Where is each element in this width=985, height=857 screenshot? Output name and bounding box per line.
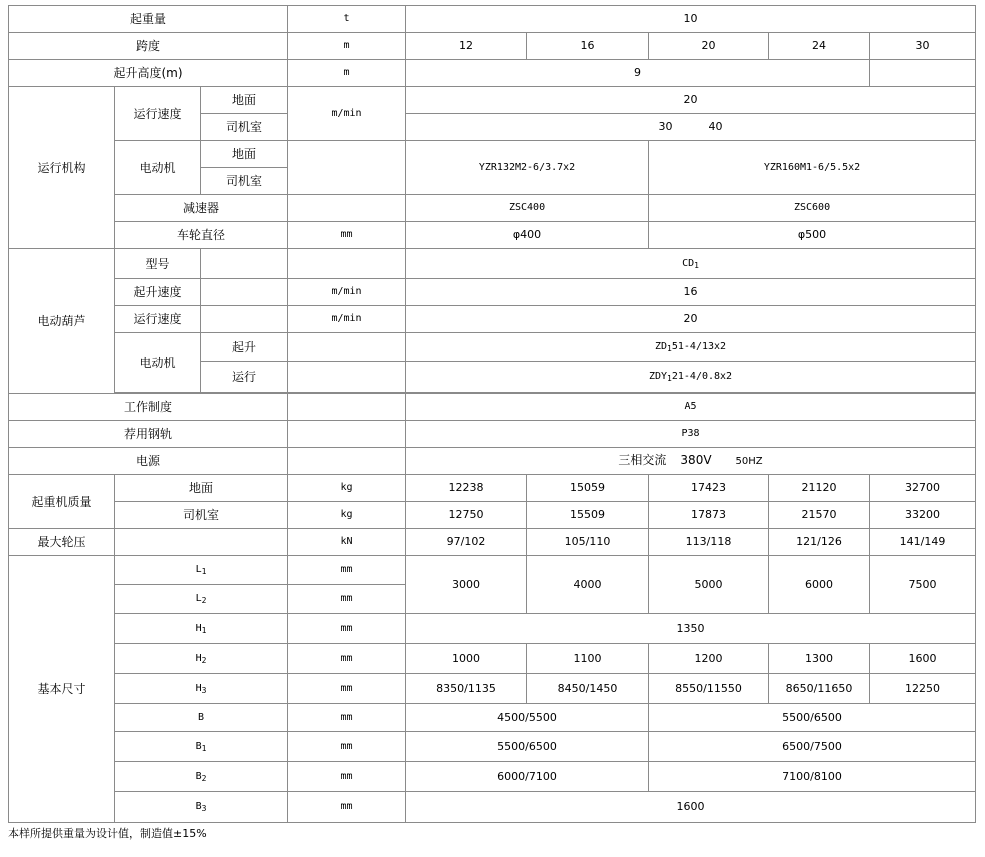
- row-dim-L1: [9, 556, 976, 585]
- unit-wheel-diameter: mm: [288, 222, 406, 249]
- dim-L-value: 6000: [769, 556, 870, 614]
- unit-lifting-capacity: t: [288, 6, 406, 33]
- wheel-load-value: 97/102: [406, 529, 527, 556]
- row-lifting-capacity: [9, 6, 976, 33]
- row-max-wheel-load: [9, 529, 976, 556]
- label-power: 电源: [9, 448, 288, 475]
- dim-H2-value: 1300: [769, 644, 870, 674]
- row-span: [9, 33, 976, 60]
- value-hoist-motor-lift: $ZD_151-4/13x2$: [406, 333, 976, 362]
- span-value: 16: [527, 33, 649, 60]
- unit-dimensions: mm: [288, 762, 406, 792]
- row-power: [9, 448, 976, 475]
- unit-dimensions: mm: [288, 614, 406, 644]
- dim-symbol-H1: $H_1$: [115, 614, 288, 644]
- label-ground: 地面: [115, 475, 288, 502]
- value-lifting-capacity: 10: [406, 6, 976, 33]
- row-travel-motor-ground: [9, 141, 976, 168]
- dim-symbol-B1: $B_1$: [115, 732, 288, 762]
- dim-B1-value-a: 5500/6500: [406, 732, 649, 762]
- row-dim-H3: [9, 674, 976, 704]
- mass-cab-value: 12750: [406, 502, 527, 529]
- label-rail: 荐用钢轨: [9, 421, 288, 448]
- dim-B-value-b: 5500/6500: [649, 704, 976, 732]
- unit-hoist-travel-speed: m/min: [288, 306, 406, 333]
- unit-dimensions: mm: [288, 556, 406, 585]
- empty-cell: [288, 141, 406, 195]
- row-mass-ground: [9, 475, 976, 502]
- dim-H2-value: 1200: [649, 644, 769, 674]
- empty-cell: [115, 529, 288, 556]
- value-reducer-b: ZSC600: [649, 195, 976, 222]
- value-duty: A5: [406, 394, 976, 421]
- value-wheel-diameter-a: φ400: [406, 222, 649, 249]
- dim-H3-value: 8350/1135: [406, 674, 527, 704]
- empty-cell: [288, 195, 406, 222]
- unit-dimensions: mm: [288, 585, 406, 614]
- row-mass-cab: [9, 502, 976, 529]
- row-dim-H2: [9, 644, 976, 674]
- dim-H2-value: 1600: [870, 644, 976, 674]
- empty-cell: [288, 249, 406, 279]
- dim-H3-value: 8450/1450: [527, 674, 649, 704]
- mass-ground-value: 15059: [527, 475, 649, 502]
- wheel-load-value: 141/149: [870, 529, 976, 556]
- label-travel-mechanism: 运行机构: [9, 87, 115, 249]
- label-ground: 地面: [201, 87, 288, 114]
- mass-ground-value: 21120: [769, 475, 870, 502]
- dim-symbol-L1: $L_1$: [115, 556, 288, 585]
- value-hoist-motor-travel: $ZDY_121-4/0.8x2$: [406, 362, 976, 393]
- wheel-load-value: 113/118: [649, 529, 769, 556]
- span-value: 24: [769, 33, 870, 60]
- empty-cell: [201, 249, 288, 279]
- label-cab: 司机室: [115, 502, 288, 529]
- label-max-wheel-load: 最大轮压: [9, 529, 115, 556]
- label-hoist-lift-speed: 起升速度: [115, 279, 201, 306]
- dim-symbol-B2: $B_2$: [115, 762, 288, 792]
- row-hoist-travel-speed: [9, 306, 976, 333]
- label-hoist-motor-travel: 运行: [201, 362, 288, 393]
- dim-H2-value: 1100: [527, 644, 649, 674]
- label-hoist-motor-lift: 起升: [201, 333, 288, 362]
- dim-H3-value: 8650/11650: [769, 674, 870, 704]
- row-hoist-lift-speed: [9, 279, 976, 306]
- label-duty: 工作制度: [9, 394, 288, 421]
- empty-cell: [288, 362, 406, 393]
- label-cab: 司机室: [201, 168, 288, 195]
- dim-B2-value-b: 7100/8100: [649, 762, 976, 792]
- dim-symbol-H3: $H_3$: [115, 674, 288, 704]
- mass-cab-value: 17873: [649, 502, 769, 529]
- spec-table: [8, 5, 976, 823]
- travel-speed-cab-b: 40: [708, 120, 723, 133]
- dim-H2-value: 1000: [406, 644, 527, 674]
- row-hoist-model: [9, 249, 976, 279]
- row-wheel-diameter: [9, 222, 976, 249]
- row-dim-H1: [9, 614, 976, 644]
- mass-ground-value: 12238: [406, 475, 527, 502]
- row-rail: [9, 421, 976, 448]
- value-travel-motor-a: YZR132M2-6/3.7x2: [406, 141, 649, 195]
- value-lifting-height: 9: [406, 60, 870, 87]
- wheel-load-value: 121/126: [769, 529, 870, 556]
- value-rail: P38: [406, 421, 976, 448]
- dim-symbol-B: B: [115, 704, 288, 732]
- dim-B3-value: 1600: [406, 792, 976, 823]
- value-hoist-lift-speed: 16: [406, 279, 976, 306]
- unit-crane-mass: kg: [288, 502, 406, 529]
- label-dimensions: 基本尺寸: [9, 556, 115, 823]
- row-hoist-motor-lift: [9, 333, 976, 362]
- unit-span: m: [288, 33, 406, 60]
- label-hoist-model: 型号: [115, 249, 201, 279]
- label-hoist-travel-speed: 运行速度: [115, 306, 201, 333]
- unit-lifting-height: m: [288, 60, 406, 87]
- value-reducer-a: ZSC400: [406, 195, 649, 222]
- label-span: 跨度: [9, 33, 288, 60]
- value-power: 三相交流 380V 50HZ: [406, 448, 976, 475]
- empty-cell: [201, 279, 288, 306]
- unit-dimensions: mm: [288, 732, 406, 762]
- value-wheel-diameter-b: φ500: [649, 222, 976, 249]
- dim-B1-value-b: 6500/7500: [649, 732, 976, 762]
- value-hoist-model: $CD_1$: [406, 249, 976, 279]
- dim-L-value: 3000: [406, 556, 527, 614]
- label-lifting-height: 起升高度(m): [9, 60, 288, 87]
- empty-cell: [288, 421, 406, 448]
- dim-L-value: 4000: [527, 556, 649, 614]
- empty-cell: [870, 60, 976, 87]
- mass-cab-value: 21570: [769, 502, 870, 529]
- row-reducer: [9, 195, 976, 222]
- dim-H3-value: 12250: [870, 674, 976, 704]
- row-travel-speed-ground: [9, 87, 976, 114]
- span-value: 12: [406, 33, 527, 60]
- dim-H3-value: 8550/11550: [649, 674, 769, 704]
- empty-cell: [288, 333, 406, 362]
- mass-ground-value: 17423: [649, 475, 769, 502]
- unit-travel-speed: m/min: [288, 87, 406, 141]
- span-value: 20: [649, 33, 769, 60]
- dim-L-value: 7500: [870, 556, 976, 614]
- label-wheel-diameter: 车轮直径: [115, 222, 288, 249]
- dim-B-value-a: 4500/5500: [406, 704, 649, 732]
- label-reducer: 减速器: [115, 195, 288, 222]
- travel-speed-cab-a: 30: [658, 120, 673, 133]
- value-travel-speed-cab: [406, 114, 976, 141]
- value-travel-motor-b: YZR160M1-6/5.5x2: [649, 141, 976, 195]
- unit-max-wheel-load: kN: [288, 529, 406, 556]
- empty-cell: [288, 394, 406, 421]
- mass-cab-value: 15509: [527, 502, 649, 529]
- row-dim-B2: [9, 762, 976, 792]
- row-dim-B1: [9, 732, 976, 762]
- label-cab: 司机室: [201, 114, 288, 141]
- value-hoist-travel-speed: 20: [406, 306, 976, 333]
- dim-symbol-B3: $B_3$: [115, 792, 288, 823]
- footnote: 本样所提供重量为设计值，制造值±15%: [8, 827, 207, 840]
- label-ground: 地面: [201, 141, 288, 168]
- unit-dimensions: mm: [288, 704, 406, 732]
- row-dim-B3: [9, 792, 976, 823]
- label-lifting-capacity: 起重量: [9, 6, 288, 33]
- unit-dimensions: mm: [288, 792, 406, 823]
- label-travel-motor: 电动机: [115, 141, 201, 195]
- dim-symbol-H2: $H_2$: [115, 644, 288, 674]
- unit-hoist-lift-speed: m/min: [288, 279, 406, 306]
- span-value: 30: [870, 33, 976, 60]
- mass-cab-value: 33200: [870, 502, 976, 529]
- label-hoist-motor: 电动机: [115, 333, 201, 393]
- label-crane-mass: 起重机质量: [9, 475, 115, 529]
- dim-H1-value: 1350: [406, 614, 976, 644]
- row-lifting-height: [9, 60, 976, 87]
- unit-dimensions: mm: [288, 674, 406, 704]
- unit-dimensions: mm: [288, 644, 406, 674]
- wheel-load-value: 105/110: [527, 529, 649, 556]
- row-dim-B: [9, 704, 976, 732]
- mass-ground-value: 32700: [870, 475, 976, 502]
- value-travel-speed-ground: 20: [406, 87, 976, 114]
- unit-crane-mass: kg: [288, 475, 406, 502]
- label-travel-speed: 运行速度: [115, 87, 201, 141]
- empty-cell: [288, 448, 406, 475]
- row-duty: [9, 394, 976, 421]
- label-hoist: 电动葫芦: [9, 249, 115, 394]
- empty-cell: [201, 306, 288, 333]
- dim-symbol-L2: $L_2$: [115, 585, 288, 614]
- dim-L-value: 5000: [649, 556, 769, 614]
- dim-B2-value-a: 6000/7100: [406, 762, 649, 792]
